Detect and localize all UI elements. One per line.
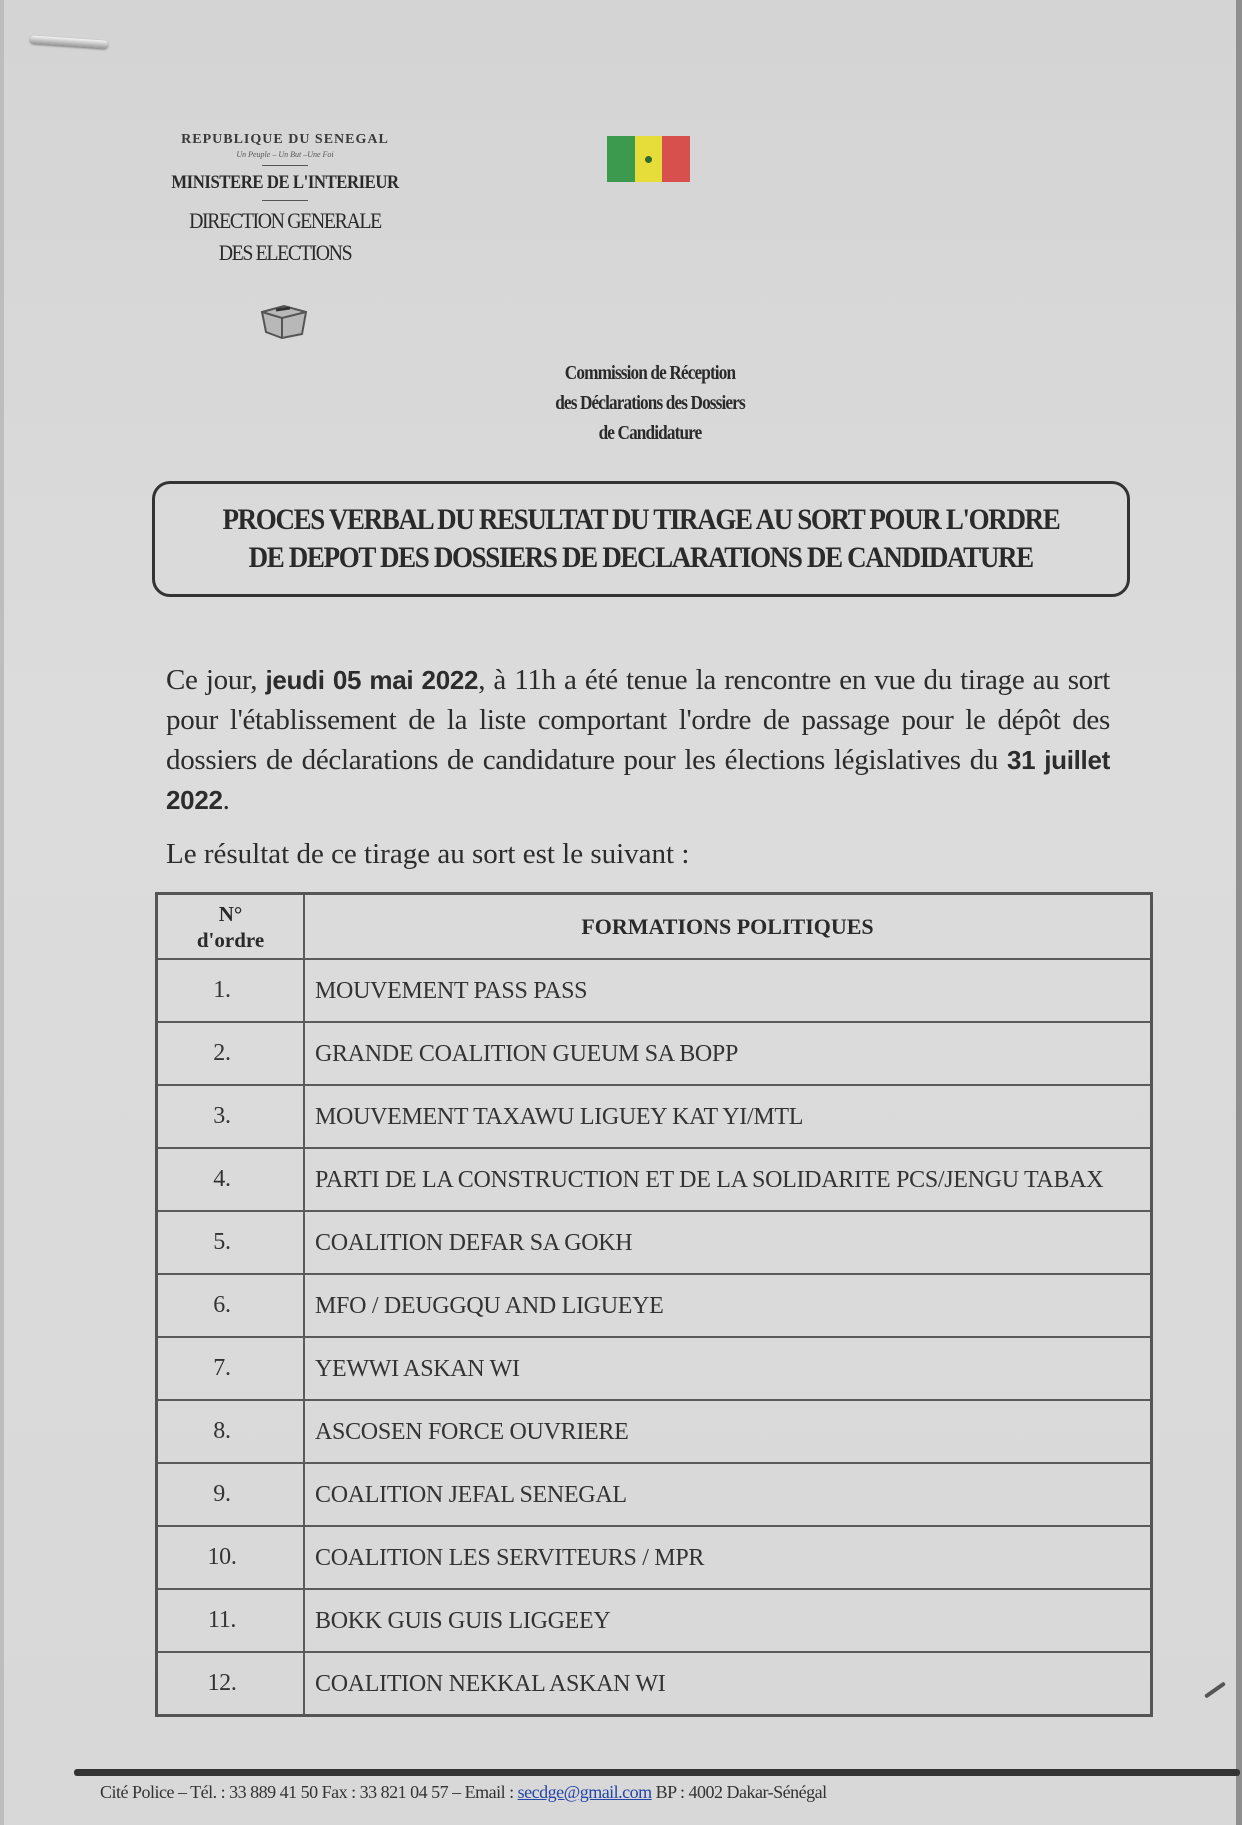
footer-divider — [74, 1769, 1240, 1776]
table-row — [157, 959, 1152, 1022]
staple-mark — [30, 35, 108, 48]
page-edge-right — [1236, 0, 1242, 1825]
page-edge-left — [0, 0, 4, 1825]
divider — [262, 200, 308, 201]
letterhead — [150, 132, 420, 267]
commission-line: des Déclarations des Dossiers — [555, 392, 745, 414]
party-name: MFO / DEUGGQU AND LIGUEYE — [304, 1274, 1152, 1337]
table-row — [157, 1337, 1152, 1400]
order-number: 2. — [157, 1022, 305, 1085]
order-number-header: N° d'ordre — [157, 894, 305, 960]
party-name: YEWWI ASKAN WI — [304, 1337, 1152, 1400]
political-formations-header: FORMATIONS POLITIQUES — [304, 894, 1152, 960]
order-number: 9. — [157, 1463, 305, 1526]
intro-paragraph: Ce jour, jeudi 05 mai 2022, à 11h a été tenue la rencontre en vue du tirage au sort pour l'établissement de la liste comportant l'ordre de passage pour le dépôt des dossiers de déclarations de candidature pour les élections législatives du 31 juillet 2022. — [166, 664, 1110, 816]
table-row — [157, 1526, 1152, 1589]
party-name: COALITION DEFAR SA GOKH — [304, 1211, 1152, 1274]
order-number: 8. — [157, 1400, 305, 1463]
table-row — [157, 1148, 1152, 1211]
party-name: PARTI DE LA CONSTRUCTION ET DE LA SOLIDARITE PCS/JENGU TABAX — [304, 1148, 1152, 1211]
commission-line: Commission de Réception — [564, 362, 736, 384]
draw-results-table — [155, 892, 1153, 1717]
title-line: PROCES VERBAL DU RESULTAT DU TIRAGE AU SORT POUR L'ORDRE — [222, 503, 1060, 536]
table-row — [157, 1274, 1152, 1337]
party-name: MOUVEMENT PASS PASS — [304, 959, 1152, 1022]
party-name: MOUVEMENT TAXAWU LIGUEY KAT YI/MTL — [304, 1085, 1152, 1148]
commission-line: de Candidature — [598, 422, 702, 444]
order-number: 11. — [157, 1589, 305, 1652]
party-name: COALITION LES SERVITEURS / MPR — [304, 1526, 1152, 1589]
direction-name-line1: DIRECTION GENERALE — [189, 208, 381, 233]
order-number: 1. — [157, 959, 305, 1022]
election-date: 31 juillet 2022 — [166, 745, 1110, 815]
table-row — [157, 1085, 1152, 1148]
pen-mark — [1204, 1681, 1226, 1698]
divider — [262, 165, 308, 166]
party-name: COALITION NEKKAL ASKAN WI — [304, 1652, 1152, 1716]
ballot-box-icon — [258, 302, 310, 340]
footer-contact: Cité Police – Tél. : 33 889 41 50 Fax : 33 821 04 57 – Email : secdge@gmail.com BP : 4002 Dakar-Sénégal — [100, 1782, 827, 1802]
direction-name-line2: DES ELECTIONS — [218, 240, 352, 265]
commission-name — [521, 358, 779, 448]
table-row — [157, 1211, 1152, 1274]
table-header-row — [157, 894, 1152, 960]
document-title — [152, 481, 1130, 597]
senegal-flag-icon — [607, 136, 690, 182]
result-intro: Le résultat de ce tirage au sort est le suivant : — [166, 838, 690, 870]
title-line: DE DEPOT DES DOSSIERS DE DECLARATIONS DE CANDIDATURE — [248, 541, 1034, 574]
party-name: GRANDE COALITION GUEUM SA BOPP — [304, 1022, 1152, 1085]
table-row — [157, 1022, 1152, 1085]
party-name: BOKK GUIS GUIS LIGGEEY — [304, 1589, 1152, 1652]
party-name: COALITION JEFAL SENEGAL — [304, 1463, 1152, 1526]
star-icon — [645, 156, 652, 163]
republic-name: REPUBLIQUE DU SENEGAL — [181, 132, 389, 147]
meeting-date: jeudi 05 mai 2022 — [265, 665, 479, 695]
order-number: 6. — [157, 1274, 305, 1337]
order-number: 12. — [157, 1652, 305, 1716]
email-link[interactable]: secdge@gmail.com — [517, 1782, 652, 1802]
table-row — [157, 1400, 1152, 1463]
order-number: 4. — [157, 1148, 305, 1211]
order-number: 7. — [157, 1337, 305, 1400]
table-row — [157, 1652, 1152, 1716]
order-number: 10. — [157, 1526, 305, 1589]
order-number: 5. — [157, 1211, 305, 1274]
ministry-name: MINISTERE DE L'INTERIEUR — [171, 172, 399, 193]
table-row — [157, 1589, 1152, 1652]
party-name: ASCOSEN FORCE OUVRIERE — [304, 1400, 1152, 1463]
national-motto: Un Peuple – Un But –Une Foi — [236, 150, 334, 159]
table-row — [157, 1463, 1152, 1526]
order-number: 3. — [157, 1085, 305, 1148]
